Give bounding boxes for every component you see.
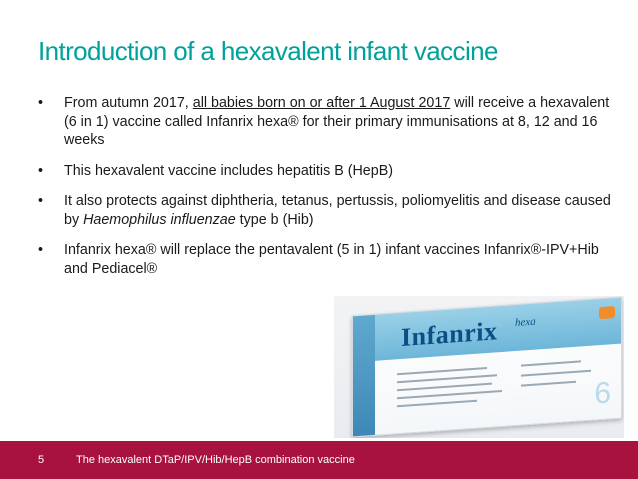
slide-title: Introduction of a hexavalent infant vaccine (38, 36, 498, 66)
box-text-line (521, 360, 581, 366)
bullet-text: From autumn 2017, (64, 95, 193, 111)
bullet-text-underlined: all babies born on or after 1 August 2017 (192, 95, 451, 111)
box-text-line (397, 367, 487, 375)
bullet-dot: • (38, 95, 44, 111)
box-text-line (397, 400, 477, 408)
bullet-text: Infanrix hexa® will replace the pentavalent (5 in 1) infant vaccines Infanrix®-IPV+Hib and Pediacel® (64, 242, 599, 277)
box-text-line (397, 390, 502, 399)
box-text-line (397, 383, 492, 392)
manufacturer-logo-icon (599, 306, 615, 319)
box-text-line (521, 370, 591, 377)
box-text-line (397, 374, 497, 383)
vaccine-box (352, 297, 622, 438)
bullet-item (38, 162, 613, 181)
bullet-dot: • (38, 162, 44, 179)
footer-text: The hexavalent DTaP/IPV/Hib/HepB combination vaccine (76, 454, 355, 466)
bullet-item (38, 94, 613, 150)
bullet-text-italic: Haemophilus influenzae (83, 211, 236, 228)
slide-footer (0, 441, 638, 479)
bullet-item (38, 241, 613, 278)
bullet-text: will receive a hexavalent (6 in 1) vaccine called Infanrix hexa® for their primary immunisations at 8, 12 and 16 weeks (64, 95, 610, 148)
page-number: 5 (38, 454, 45, 466)
bullet-list (38, 94, 613, 290)
box-digit: 6 (594, 376, 611, 411)
box-side-panel (353, 315, 375, 437)
bullet-text: This hexavalent vaccine includes hepatitis B (HepB) (64, 162, 393, 179)
bullet-dot: • (38, 242, 44, 258)
box-brand-sub: hexa (515, 315, 536, 330)
box-brand-name: Infanrix (401, 316, 498, 353)
bullet-text: It also protects against diphtheria, tetanus, pertussis, poliomyelitis and disease caused by (64, 193, 611, 228)
vaccine-box-photo (334, 296, 624, 438)
box-text-line (521, 381, 576, 387)
bullet-dot: • (38, 193, 44, 209)
bullet-item (38, 192, 613, 229)
bullet-text: type b (Hib) (235, 211, 314, 228)
